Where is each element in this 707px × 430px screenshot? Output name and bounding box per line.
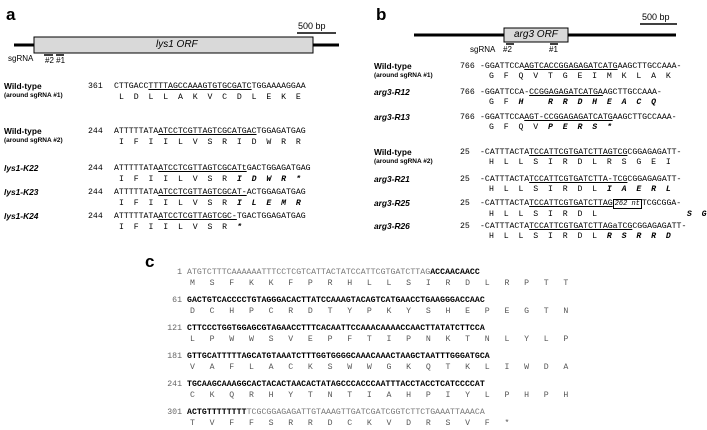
a-wt1-aa: L D L L A K V C D L E K E (119, 93, 301, 102)
seq-target: AGTCACCGGAGAGATCATG (524, 62, 618, 71)
b-wt1-name: Wild-type (374, 61, 412, 71)
aa-plain: H L L S I R D L (489, 232, 607, 241)
lys1-orf-label: lys1 ORF (156, 39, 198, 50)
aa-frameshift: I D W R * (236, 175, 301, 184)
c-row-0-seq (187, 268, 480, 277)
a-k22-aa (119, 175, 301, 184)
seq-coding: ACCAACAACC (430, 268, 480, 277)
c-row-4-aa: C K Q R H Y T N T I A H P I Y L P H P H (190, 391, 569, 400)
b-r21-aa (489, 185, 671, 194)
a-wt1-pos: 361 (88, 82, 103, 91)
aa-plain: I F I I L V S R (119, 223, 237, 232)
a-k24-aa (119, 223, 242, 232)
a-k24-seq (114, 212, 306, 222)
seq-target: TCCATTCGTGATCTTAGaTCG (529, 222, 633, 231)
seq-post: AGCTTGCCAAA- (602, 88, 662, 97)
a-wt1-name: Wild-type (4, 81, 42, 91)
b-r12-pos: 766 (460, 88, 475, 97)
b-wt1-sub: (around sgRNA #1) (374, 72, 433, 79)
seq-target: TTTTAGCCAAAGTGTGCGATC (148, 82, 252, 91)
c-row-0-num: 1 (177, 268, 182, 277)
aa-plain: I F I I L V S R (119, 199, 237, 208)
seq-post: CGGAGAGATT- (632, 222, 687, 231)
b-r25-aa (489, 210, 707, 219)
c-row-3-aa: V A F L A C K S W W G K Q T K L I W D A (190, 363, 569, 372)
aa-frameshift: * (236, 223, 242, 232)
c-row-3-num: 181 (167, 352, 182, 361)
b-r26-pos: 25 (460, 222, 470, 231)
seq-post: GACTGGAGATGAG (246, 164, 311, 173)
a-wt1-sub: (around sgRNA #1) (4, 92, 63, 99)
b-r25-name: arg3-R25 (374, 198, 410, 208)
seq-pre: -CATTTACTA (480, 148, 530, 157)
a-wt1-seq (114, 82, 306, 92)
b-r21-seq (480, 175, 681, 185)
scale-label-b: 500 bp (642, 12, 670, 22)
c-row-4-num: 241 (167, 380, 182, 389)
seq-target: TCCATTCGTGATCTTAG (529, 199, 613, 208)
aa-frameshift: I A E R L (606, 185, 671, 194)
seq-coding: GTTGCATTTTTAGCATGTAAATCTTTGGTGGGGCAAACAAACTAAGCTAATTTGGGATGCA (187, 352, 490, 361)
seq-target: ATCCTCGTTAGTCGCAT- (158, 188, 247, 197)
aa-plain: I F I I L V S R (119, 175, 237, 184)
sgrna-label-b: sgRNA (470, 45, 496, 54)
a-wt2-seq (114, 127, 306, 137)
a-k23-pos: 244 (88, 188, 103, 197)
c-row-1-seq (187, 296, 485, 305)
b-r12-seq (480, 88, 662, 98)
seq-target: ATCCTCGTTAGTCGCATt (158, 164, 247, 173)
panel-b-label: b (376, 5, 387, 24)
aa-frameshift: R S R R D (606, 232, 671, 241)
seq-target: ATCCTCGTTAGTCGC- (158, 212, 237, 221)
seq-post: TCGCGGA- (641, 199, 682, 208)
sgrna-mark1-label-b: #1 (549, 45, 558, 54)
seq-pre: -CATTTACTA (480, 222, 530, 231)
seq-pre: -GGATTCCA (480, 62, 525, 71)
a-wt2-sub: (around sgRNA #2) (4, 137, 63, 144)
seq-coding: CTTCCCTGGTGGAGCGTAGAACCTTTCACAATTCCAAACAAAACCAACTTATATCTTCCA (187, 324, 485, 333)
b-r26-aa (489, 232, 671, 241)
seq-coding: GACTGTCACCCCTGTAGGGACACTTATCCAAAGTACAGTCATGAACCTGAAGGGACCAAC (187, 296, 485, 305)
aa-frameshift: P E R S * (547, 123, 612, 132)
seq-post: TGGAAAAGGAA (251, 82, 306, 91)
c-row-4-seq (187, 380, 485, 389)
c-row-2-num: 121 (167, 324, 182, 333)
seq-pre: -GGATTCCA (480, 113, 525, 122)
c-row-2-seq (187, 324, 485, 333)
seq-pre: -CATTTACTA (480, 199, 530, 208)
a-k24-name: lys1-K24 (4, 211, 39, 221)
seq-pre: -GGATTCCA- (480, 88, 530, 97)
b-wt1-seq (480, 62, 681, 72)
b-r26-name: arg3-R26 (374, 221, 410, 231)
seq-pre: ATTTTTATA (114, 188, 159, 197)
seq-target: ATCCTCGTTAGTCGCATGAC (158, 127, 257, 136)
a-k22-seq (114, 164, 311, 174)
seq-post: TGGAGATGAG (256, 127, 306, 136)
seq-target: TCCATTCGTGATCTTA-TCG (529, 175, 628, 184)
seq-post: ACTGGAGATGAG (246, 188, 306, 197)
seq-pre: ATTTTTATA (114, 127, 159, 136)
c-row-5-num: 301 (167, 408, 182, 417)
a-k23-seq (114, 188, 306, 198)
b-wt1-pos: 766 (460, 62, 475, 71)
aa-plain: G F (489, 98, 519, 107)
a-k23-aa (119, 199, 301, 208)
b-r21-name: arg3-R21 (374, 174, 410, 184)
aa-frameshift: H R R D H E A C Q (518, 98, 657, 107)
seq-coding: TGCAAGCAAAGGCACTACACTAACACTATAGCCCACCCAATTTACCTACCTCATCCCCAT (187, 380, 485, 389)
a-k22-pos: 244 (88, 164, 103, 173)
seq-post: CGGAGAGATT- (627, 175, 682, 184)
b-wt2-pos: 25 (460, 148, 470, 157)
a-k23-name: lys1-K23 (4, 187, 39, 197)
b-r13-aa (489, 123, 612, 132)
c-row-1-num: 61 (172, 296, 182, 305)
sgrna-label-a: sgRNA (8, 54, 34, 63)
seq-pre: ATTTTTATA (114, 164, 159, 173)
a-wt2-name: Wild-type (4, 126, 42, 136)
b-wt2-seq (480, 148, 681, 158)
c-row-5-seq (187, 408, 485, 417)
insertion-box: 262 nt (614, 200, 640, 208)
a-k22-name: lys1-K22 (4, 163, 39, 173)
aa-plain: H L L S I R D L (489, 185, 607, 194)
seq-post: CGGAGAGATT- (627, 148, 682, 157)
aa-plain: H L L S I R D L (489, 210, 607, 219)
sgrna-marks-a: #2 #1 (45, 56, 66, 65)
aa-plain: G F Q V (489, 123, 548, 132)
b-r21-pos: 25 (460, 175, 470, 184)
b-r13-name: arg3-R13 (374, 112, 410, 122)
b-r25-pos: 25 (460, 199, 470, 208)
b-wt1-aa: G F Q V T G E I M K L A K (489, 72, 671, 81)
seq-post: AAGCTTGCCAAA- (617, 62, 682, 71)
aa-frameshift: I L E M R (236, 199, 301, 208)
c-row-2-aa: L P W W S V E P F T I P N K T N L Y L P (190, 335, 569, 344)
c-row-5-aa: T V F F S R R D C K V D R S V F * (190, 419, 510, 428)
b-r26-seq (480, 222, 686, 232)
seq-target: TCCATTCGTGATCTTAGTCG (529, 148, 628, 157)
a-k24-pos: 244 (88, 212, 103, 221)
seq-noncoding: TCGCGGAGAGATTGTAAAGTTGATCGATCGGTCTTCTGAAATTAAACA (246, 408, 485, 417)
arg3-orf-label: arg3 ORF (514, 29, 558, 40)
seq-pre: ATTTTTATA (114, 212, 159, 221)
seq-post: TGACTGGAGATGAG (236, 212, 306, 221)
seq-pre: CTTGACC (114, 82, 149, 91)
b-r13-seq (480, 113, 677, 123)
c-row-1-aa: D C H P C R D T Y P K Y S H E P E G T N (190, 307, 569, 316)
b-r13-pos: 766 (460, 113, 475, 122)
seq-coding: ACTGTTTTTTTT (187, 408, 247, 417)
b-r12-aa (489, 98, 656, 107)
seq-target: AGT-CCGGAGAGATCATG (524, 113, 613, 122)
panel-a-label: a (6, 5, 16, 24)
b-wt2-name: Wild-type (374, 147, 412, 157)
seq-post: AAGCTTGCCAAA- (612, 113, 677, 122)
c-row-0-aa: M S F K K F P R H L L S I R D L R P T T (190, 279, 569, 288)
b-r12-name: arg3-R12 (374, 87, 410, 97)
seq-target: CCGGAGAGATCATGA (529, 88, 603, 97)
scale-label-a: 500 bp (298, 21, 326, 31)
b-wt2-sub: (around sgRNA #2) (374, 158, 433, 165)
seq-pre: -CATTTACTA (480, 175, 530, 184)
c-row-3-seq (187, 352, 490, 361)
sgrna-mark2-label-b: #2 (503, 45, 512, 54)
b-r25-seq (480, 199, 681, 209)
a-wt2-pos: 244 (88, 127, 103, 136)
b-wt2-aa: H L L S I R D L R S G E I (489, 158, 671, 167)
aa-frameshift: S G (686, 210, 707, 219)
panel-c-label: c (145, 252, 155, 271)
a-wt2-aa: I F I I L V S R I D W R R (119, 138, 301, 147)
seq-noncoding: ATGTCTTTCAAAAAATTTCCTCGTCATTACTATCCATTCGTGATCTTAG (187, 268, 431, 277)
